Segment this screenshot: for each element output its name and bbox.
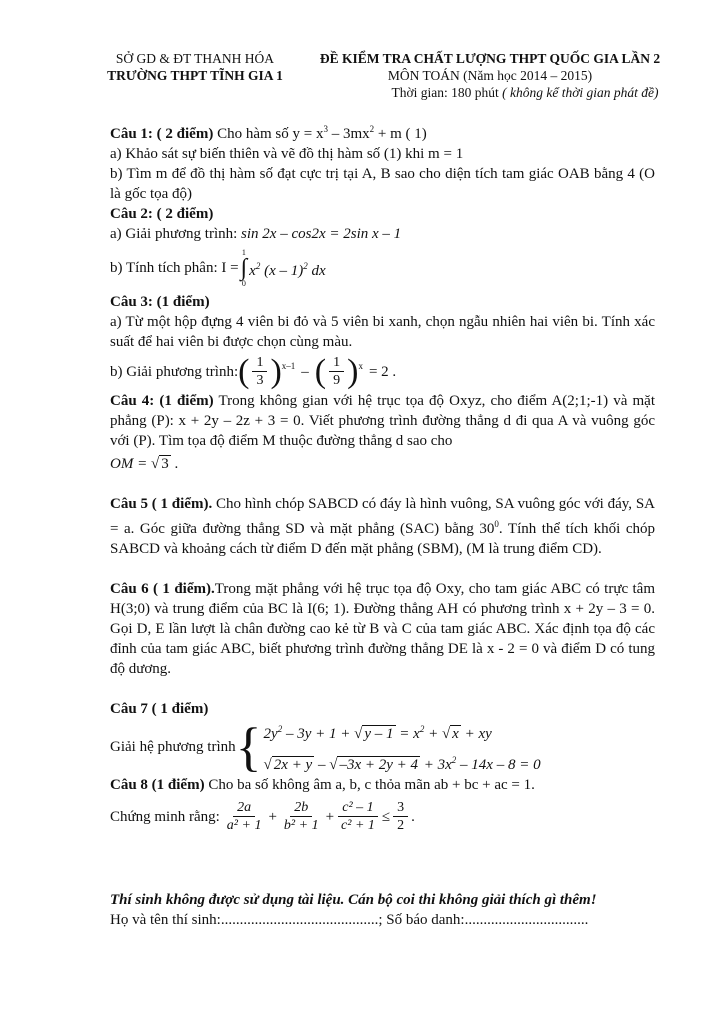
exam-time-label: Thời gian: 180 phút bbox=[391, 85, 503, 100]
q1-stem-b: – 3mx bbox=[327, 126, 370, 142]
q4-text bbox=[110, 391, 655, 451]
eq1-part-c: = x bbox=[395, 726, 420, 742]
integral-upper: 1 bbox=[241, 248, 246, 257]
candidate-info-line: Họ và tên thí sinh:..........................................; Số báo danh:................................. bbox=[110, 912, 589, 928]
q8-inequality bbox=[110, 799, 655, 834]
spacer bbox=[110, 559, 655, 579]
eq1-sqrtx: x bbox=[452, 726, 459, 742]
exam-subject: MÔN TOÁN (Năm học 2014 – 2015) bbox=[387, 68, 593, 83]
integrand-x: x bbox=[249, 262, 256, 279]
exam-title: ĐỀ KIỂM TRA CHẤT LƯỢNG THPT QUỐC GIA LẦN 2 bbox=[319, 51, 661, 66]
rhs-den: 2 bbox=[397, 818, 405, 833]
q1-exp3: 3 bbox=[323, 124, 328, 134]
q6-text bbox=[110, 579, 655, 679]
sqrt-sign: √ bbox=[150, 456, 160, 472]
system-eq-1: $2y^2 - 3y + 1$ + √ $y - 1 = x^2$ + √ x + xy bbox=[263, 724, 492, 742]
q5-text bbox=[110, 494, 655, 559]
q2-a-equation: sin 2x – cos2x = 2sin x – 1 bbox=[241, 226, 402, 242]
degree-mark: 0 bbox=[494, 519, 499, 529]
minus-sign: – bbox=[301, 363, 309, 380]
eq2-part-a: – bbox=[314, 757, 330, 773]
term1-den: a² + 1 bbox=[226, 818, 262, 833]
sqrt-three: 3 bbox=[161, 456, 169, 472]
eq1-part-e: + xy bbox=[460, 726, 492, 742]
frac2-exponent: x bbox=[358, 361, 363, 371]
equation-system bbox=[264, 719, 541, 775]
exam-time bbox=[300, 84, 680, 101]
eq2-sqrt-1: 2x + y bbox=[273, 757, 313, 773]
q1-part-a: a) Khảo sát sự biến thiên và vẽ đồ thị hàm số (1) khi m = 1 bbox=[110, 146, 464, 162]
q2-title: Câu 2: ( 2 điểm) bbox=[110, 206, 214, 222]
q1-title: Câu 1: ( 2 điểm) bbox=[110, 126, 214, 142]
term3-num: c² – 1 bbox=[338, 799, 377, 817]
period: . bbox=[411, 808, 415, 825]
q7-title: Câu 7 ( 1 điểm) bbox=[110, 701, 209, 717]
q1-part-b: b) Tìm m để đồ thị hàm số đạt cực trị tại A, B sao cho diện tích tam giác OAB bằng 4 (O là gốc tọa độ) bbox=[110, 166, 655, 202]
school-name: TRƯỜNG THPT TĨNH GIA 1 bbox=[107, 68, 283, 83]
paren-open: ( bbox=[238, 352, 250, 390]
eq1-sqrt: y – 1 bbox=[364, 726, 394, 742]
q4-body: Trong không gian với hệ trục tọa độ Oxyz, cho điểm A(2;1;-1) và mặt phẳng (P): x + 2y – 2z + 3 = 0. Viết phương trình đường thẳng d đi qua A và vuông góc với (P). Tìm tọa độ điểm M thuộc đường thẳng d sao cho bbox=[110, 393, 655, 449]
plus-sign: + bbox=[268, 808, 277, 825]
exam-footer bbox=[110, 890, 670, 930]
frac2-num: 1 bbox=[329, 354, 344, 372]
frac2-den: 9 bbox=[333, 373, 341, 388]
eq2-sqrt-2: –3x + 2y + 4 bbox=[339, 757, 419, 773]
q5-body-a: Cho hình chóp SABCD có đáy là hình vuông, SA vuông góc với đáy, SA = a. Góc giữa đường thẳng SD và mặt phẳng (SAC) bằng 30 bbox=[110, 496, 656, 537]
spacer bbox=[110, 679, 655, 699]
eq1-exp-b: 2 bbox=[419, 724, 425, 734]
footer-note: Thí sinh không được sử dụng tài liệu. Cán bộ coi thi không giải thích gì thêm! bbox=[110, 892, 597, 908]
rhs-fraction bbox=[393, 799, 408, 834]
q8-title: Câu 8 (1 điểm) bbox=[110, 777, 205, 793]
integrand-dx: dx bbox=[307, 262, 326, 279]
header-left bbox=[80, 50, 310, 84]
q4-om bbox=[110, 454, 655, 474]
q4-end: . bbox=[170, 456, 179, 472]
integral-sign bbox=[241, 248, 248, 288]
q8-label: Chứng minh rằng: bbox=[110, 808, 220, 825]
q6-body: Trong mặt phẳng với hệ trục tọa độ Oxy, cho tam giác ABC có trực tâm H(3;0) và trung điểm của BC là I(6; 1). Đường thẳng AH có phương trình x + 2y – 3 = 0. Gọi D, E lần lượt là chân đường cao kẻ từ B và C của tam giác ABC. Xác định tọa độ các đỉnh của tam giác ABC, biết phương trình đường thẳng DE là x - 2 = 0 và điểm D có tung độ dương. bbox=[110, 581, 656, 677]
integral-symbol: ∫ bbox=[240, 255, 248, 281]
paren-close-2: ) bbox=[347, 352, 359, 390]
q8-text bbox=[110, 775, 655, 795]
q6-title: Câu 6 ( 1 điểm). bbox=[110, 581, 215, 597]
q1-stem bbox=[110, 119, 655, 144]
q2-part-a bbox=[110, 224, 655, 244]
eq1-part-d: + bbox=[424, 726, 442, 742]
term1-num: 2a bbox=[233, 799, 255, 817]
q2-b-label: b) Tính tích phân: I = bbox=[110, 260, 239, 276]
term-1 bbox=[223, 799, 266, 834]
exam-time-note: ( không kể thời gian phát đề) bbox=[502, 85, 659, 100]
q3-eq-end: = 2 . bbox=[368, 363, 397, 380]
plus-sign: + bbox=[325, 808, 335, 825]
q8-body: Cho ba số không âm a, b, c thỏa mãn ab + bc + ac = 1. bbox=[204, 777, 535, 793]
q3-title: Câu 3: (1 điểm) bbox=[110, 294, 210, 310]
eq1-exp-a: 2 bbox=[277, 724, 283, 734]
fraction-one-ninth bbox=[329, 354, 344, 389]
q4-title: Câu 4: (1 điểm) bbox=[110, 393, 214, 409]
frac1-num: 1 bbox=[252, 354, 267, 372]
paren-close: ) bbox=[270, 352, 282, 390]
eq2-exp: 2 bbox=[451, 755, 457, 765]
q5-title: Câu 5 ( 1 điểm). bbox=[110, 496, 213, 512]
q5-body-b: . Tính thể tích khối chóp SABCD và khoảng cách từ điểm D đến mặt phẳng (SBM), (M là trung điểm CD). bbox=[110, 521, 655, 557]
frac1-exponent: x–1 bbox=[281, 361, 296, 371]
term-3 bbox=[337, 799, 379, 834]
frac1-den: 3 bbox=[256, 373, 264, 388]
system-brace: { bbox=[235, 717, 262, 777]
term2-den: b² + 1 bbox=[283, 818, 319, 833]
integrand-exp-b: 2 bbox=[303, 260, 308, 271]
term-2 bbox=[280, 799, 323, 834]
integrand-paren: (x – 1) bbox=[260, 262, 304, 279]
q1-stem-a: Cho hàm số y = x bbox=[213, 126, 324, 142]
eq1-part-b: – 3y + 1 + bbox=[282, 726, 355, 742]
eq2-part-c: – 14x – 8 = 0 bbox=[456, 757, 541, 773]
integral-lower: 0 bbox=[241, 279, 246, 288]
fraction-one-third bbox=[252, 354, 267, 389]
term2-num: 2b bbox=[290, 799, 312, 817]
eq2-part-b: + 3x bbox=[420, 757, 452, 773]
department-name: SỞ GD & ĐT THANH HÓA bbox=[115, 51, 275, 66]
q3-part-b bbox=[110, 354, 655, 389]
q1-exp2: 2 bbox=[369, 124, 375, 134]
om-label: OM = bbox=[110, 456, 151, 472]
spacer bbox=[110, 474, 655, 494]
eq1-part-a: 2y bbox=[263, 726, 278, 742]
q7-system bbox=[110, 719, 655, 775]
rhs-num: 3 bbox=[393, 799, 408, 817]
integrand-exp-a: 2 bbox=[255, 260, 261, 271]
header-right bbox=[300, 50, 680, 101]
q2-integrand bbox=[249, 256, 326, 281]
leq-sign: ≤ bbox=[381, 808, 391, 825]
system-eq-2: √ 2x + y – √ $-3x + 2y + 4 + 3x^2 - 14x - 8 = 0$ bbox=[263, 755, 541, 773]
q1-stem-c: + m ( 1) bbox=[374, 126, 427, 142]
q2-part-b bbox=[110, 248, 655, 288]
q3-part-a: a) Từ một hộp đựng 4 viên bi đỏ và 5 viên bi xanh, chọn ngẫu nhiên hai viên bi. Tính xác suất để hai viên bi được chọn cùng màu. bbox=[110, 314, 655, 350]
paren-open-2: ( bbox=[314, 352, 327, 390]
q7-label: Giải hệ phương trình bbox=[110, 739, 236, 755]
exam-content bbox=[110, 119, 655, 834]
q3-b-label: b) Giải phương trình: bbox=[110, 363, 239, 380]
term3-den: c² + 1 bbox=[341, 818, 375, 833]
q2-a-label: a) Giải phương trình: bbox=[110, 226, 242, 242]
